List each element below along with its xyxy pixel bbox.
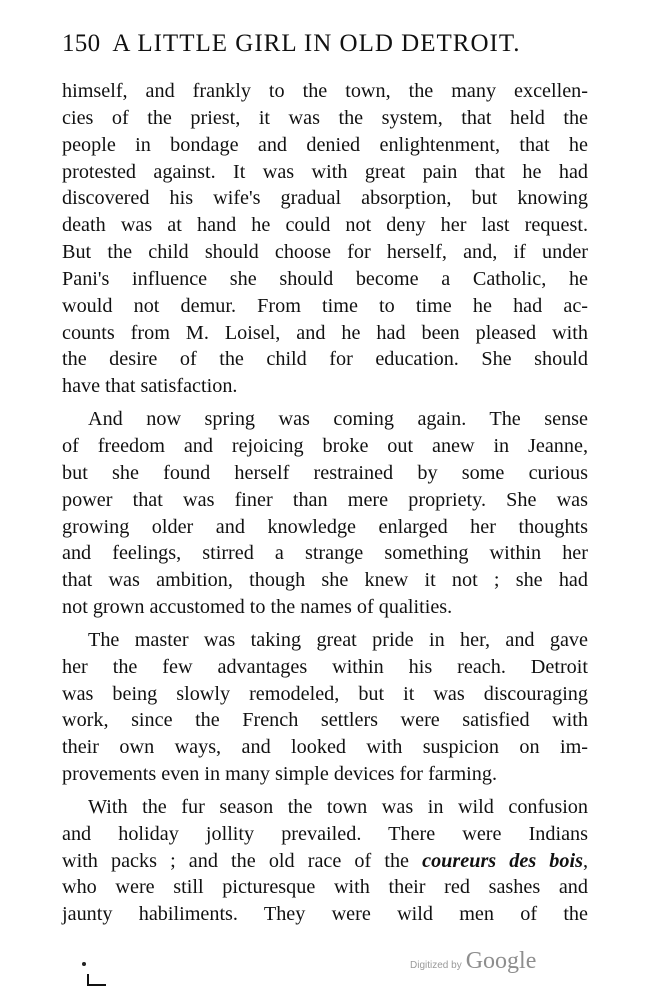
- text-segment: ,: [582, 849, 588, 872]
- running-header: [62, 30, 602, 64]
- paragraph-3: [62, 627, 588, 788]
- text-line: growing older and knowledge enlarged her thoughts: [62, 515, 588, 538]
- text-line: of freedom and rejoicing broke out anew in Jeanne,: [62, 434, 588, 457]
- text-line: not grown accustomed to the names of qualities.: [62, 596, 453, 619]
- text-line: who were still picturesque with their red sashes and: [62, 876, 588, 899]
- page-dot-mark: [82, 962, 86, 966]
- paragraph-4: [62, 794, 588, 928]
- text-line: But the child should choose for herself, and, if under: [62, 241, 588, 264]
- text-line: that was ambition, though she knew it not ; she had: [62, 569, 588, 592]
- text-line: work, since the French settlers were satisfied with: [62, 709, 588, 732]
- text-line: jaunty habiliments. They were wild men of the: [62, 903, 588, 926]
- text-line: death was at hand he could not deny her last request.: [62, 214, 588, 237]
- paragraph-1: [62, 78, 588, 400]
- page-number: 150: [62, 30, 101, 57]
- text-line: protested against. It was with great pain that he had: [62, 160, 588, 183]
- digitized-label: Digitized by: [410, 960, 462, 971]
- text-line: was being slowly remodeled, but it was discouraging: [62, 682, 588, 705]
- paragraph-2: [62, 406, 588, 621]
- text-line: himself, and frankly to the town, the many excellen-: [62, 80, 588, 102]
- text-line: provements even in many simple devices for farming.: [62, 763, 498, 786]
- text-line: cies of the priest, it was the system, that held the: [62, 106, 588, 129]
- text-line: her the few advantages within his reach. Detroit: [62, 655, 588, 678]
- text-line: With the fur season the town was in wild confusion: [88, 795, 588, 818]
- body-text: [62, 78, 588, 928]
- text-line: the desire of the child for education. She should: [62, 348, 588, 371]
- text-line: have that satisfaction.: [62, 375, 238, 398]
- digitized-watermark: [410, 948, 536, 975]
- text-segment: with packs ; and the old race of the: [62, 849, 423, 872]
- italic-phrase: coureurs des bois: [422, 849, 583, 872]
- google-logo: Google: [465, 948, 537, 974]
- text-line: but she found herself restrained by some curious: [62, 461, 588, 484]
- text-line: would not demur. From time to time he had ac-: [62, 294, 588, 317]
- text-line: Pani's influence she should become a Catholic, he: [62, 267, 588, 290]
- text-line: and holiday jollity prevailed. There were Indians: [62, 822, 588, 845]
- text-line: people in bondage and denied enlightenment, that he: [62, 133, 588, 156]
- text-line: And now spring was coming again. The sense: [88, 408, 588, 431]
- text-line: discovered his wife's gradual absorption, but knowing: [62, 187, 588, 210]
- text-line: and feelings, stirred a strange something within her: [62, 542, 588, 565]
- text-line: their own ways, and looked with suspicion on im-: [62, 736, 588, 759]
- text-line: counts from M. Loisel, and he had been pleased with: [62, 321, 588, 344]
- text-line: power that was finer than mere propriety. She was: [62, 488, 588, 511]
- text-line-with-italic: [62, 848, 588, 875]
- running-title: A LITTLE GIRL IN OLD DETROIT.: [112, 30, 521, 57]
- text-line: The master was taking great pride in her, and gave: [88, 628, 588, 651]
- corner-arrow-icon: [86, 972, 108, 988]
